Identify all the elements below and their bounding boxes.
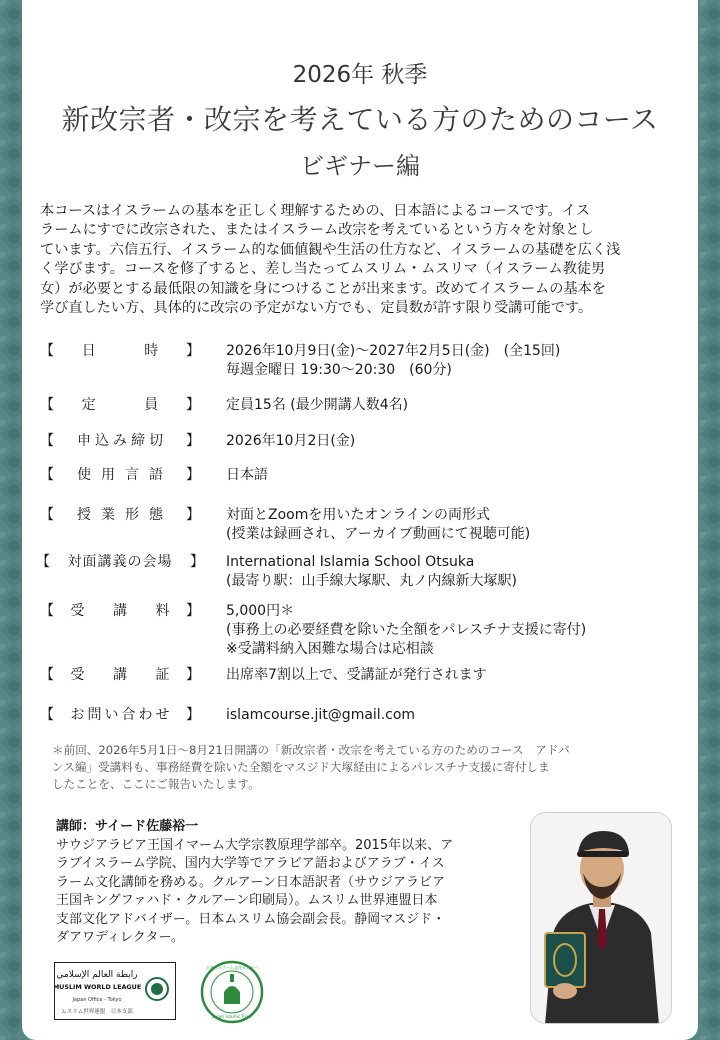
info-value: 5,000円＊ (事務上の必要経費を除いた全額をパレスチナ支援に寄付) ※受講料納入困難な場合は応相談: [226, 603, 587, 657]
info-label: 【 対面講義の会場 】: [36, 554, 204, 570]
instructor-photo: [530, 812, 672, 1024]
donation-note: ＊前回、2026年5月1日～8月21日開講の「新改宗者・改宗を考えている方のためのコース アドバ ンス編」受講料も、事務経費を除いた全額をマスジド大塚経由によるパレスチナ支援に寄付しま したことを、ここにご報告いたします。: [52, 743, 570, 791]
svg-text:日本イスラーム文化センター: 日本イスラーム文化センター: [206, 965, 258, 970]
svg-text:MUSLIM WORLD LEAGUE: MUSLIM WORLD LEAGUE: [55, 983, 142, 991]
info-label: 【 お問い合わせ 】: [40, 707, 200, 723]
info-value: International Islamia School Otsuka (最寄り駅：山手線大塚駅、丸ノ内線新大塚駅): [226, 554, 517, 589]
info-label: 【 申込み締切 】: [40, 433, 200, 449]
info-value: 日本語: [226, 467, 268, 483]
course-title: 新改宗者・改宗を考えている方のためのコース: [61, 103, 659, 136]
description-line: 学び直したい方、具体的に改宗の予定がない方でも、定員数が許す限り受講可能です。: [40, 300, 593, 317]
description-line: く学びます。コースを修了すると、差し当たってムスリム・ムスリマ（イスラーム教徒男: [40, 261, 606, 278]
instructor-bio: 講師：サイード佐藤裕一 サウジアラビア王国イマーム大学宗教原理学部卒。2015年以来、ア ラブイスラーム学院、国内大学等でアラビア語およびアラブ・イス ラーム文化講師を務める。クルアーン日本語訳者（サウジアラビア 王国キングファハド・クルアーン印刷局）。ムスリム世界連盟日本 支部文化アドバイザー。日本ムスリム協会副会長。静岡マスジド・ ダアワディレクター。: [56, 818, 518, 948]
svg-text:ムスリム世界連盟 日本支部: ムスリム世界連盟 日本支部: [61, 1009, 133, 1015]
info-label: 【 定 員 】: [40, 397, 200, 413]
instructor-portrait-illustration: [531, 813, 672, 1024]
info-label: 【 受 講 料 】: [40, 603, 200, 619]
info-value: 定員15名 (最少開講人数4名): [226, 397, 409, 413]
description-line: ています。六信五行、イスラーム的な価値観や生活の仕方など、イスラームの基礎を広く浅: [40, 241, 621, 258]
svg-text:Japan Islamic Trust: Japan Islamic Trust: [212, 1014, 252, 1019]
description-line: ラームにすでに改宗された、またはイスラーム改宗を考えているという方々を対象とし: [40, 222, 594, 239]
description-line: 本コースはイスラームの基本を正しく理解するための、日本語によるコースです。イス: [40, 203, 590, 219]
info-value: [226, 706, 686, 725]
muslim-world-league-logo: [54, 962, 176, 1020]
instructor-name: 講師：サイード佐藤裕一: [56, 819, 199, 834]
info-value: 2026年10月9日(金)～2027年2月5日(金) (全15回) 毎週金曜日 19:30～20:30 (60分): [226, 343, 561, 378]
japan-islamic-trust-logo: [200, 960, 264, 1024]
course-level: ビギナー編: [300, 152, 420, 180]
contact-email-link[interactable]: islamcourse.jit@gmail.com: [226, 707, 416, 723]
info-label: 【 受 講 証 】: [40, 667, 200, 683]
info-value: 出席率7割以上で、受講証が発行されます: [226, 667, 487, 683]
svg-text:رابطة العالم الإسلامي: رابطة العالم الإسلامي: [56, 970, 138, 980]
info-label: 【 使用言語 】: [40, 467, 200, 483]
svg-text:Japan Office - Tokyo: Japan Office - Tokyo: [72, 997, 122, 1003]
info-value: 2026年10月2日(金): [226, 433, 356, 449]
course-term: 2026年 秋季: [292, 62, 428, 88]
info-label: 【 日 時 】: [40, 343, 200, 359]
info-label: 【 授業形態 】: [40, 507, 200, 523]
course-description: [40, 202, 684, 318]
description-line: 女）が必要とする最低限の知識を身につけることが出来ます。改めてイスラームの基本を: [40, 280, 606, 297]
info-value: 対面とZoomを用いたオンラインの両形式 (授業は録画され、アーカイブ動画にて視聴可能): [226, 507, 531, 542]
